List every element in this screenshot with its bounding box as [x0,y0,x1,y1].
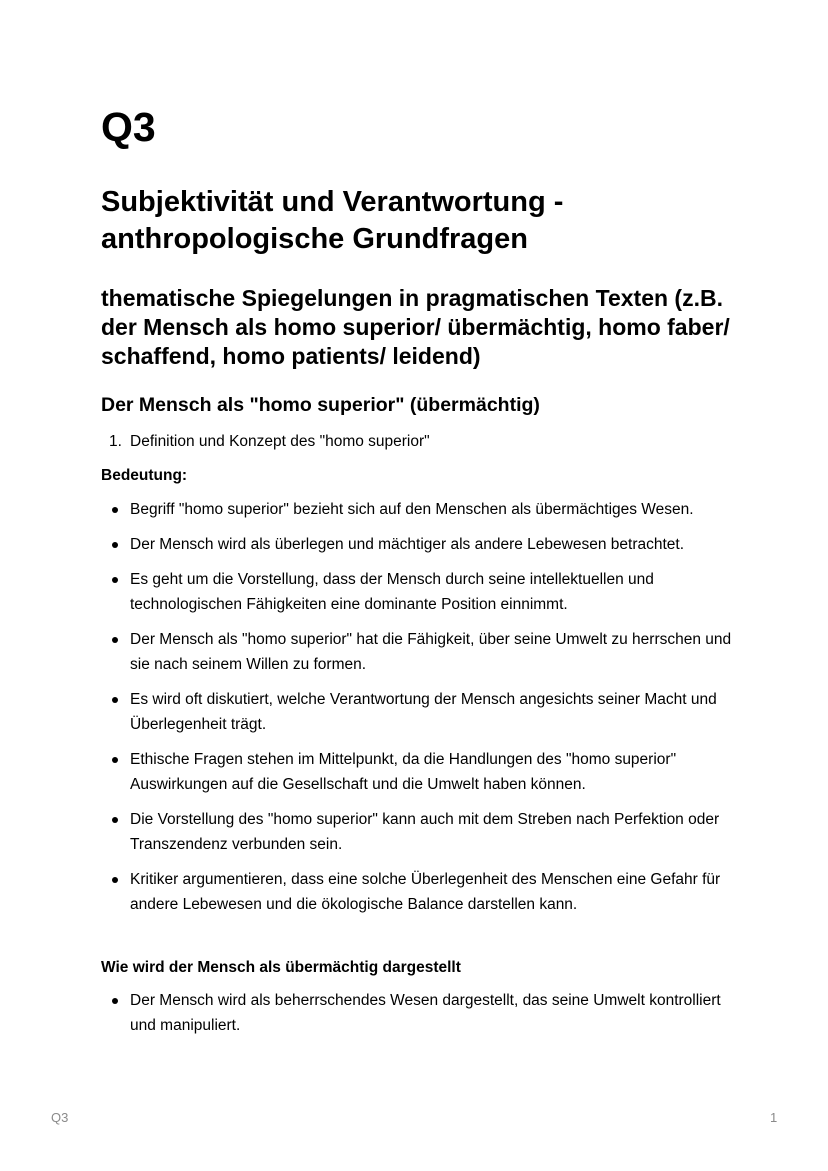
list-item [101,988,741,1038]
section-title: Der Mensch als "homo superior" (übermächtig) [101,394,540,416]
list-item-text: Es wird oft diskutiert, welche Verantwortung der Mensch angesichts seiner Macht und Überlegenheit trägt. [130,691,717,733]
footer-title: Q3 [51,1110,69,1125]
bedeutung-label: Bedeutung: [101,467,188,484]
list-item [101,532,741,557]
numbered-list-item [101,429,430,454]
bedeutung-list [101,497,741,927]
list-item [101,687,741,737]
list-item [101,497,741,522]
bullet-icon [112,757,118,763]
subheading: thematische Spiegelungen in pragmatischen Texten (z.B. der Mensch als homo superior/ übermächtig, homo faber/ schaffend, homo patients/ leidend) [101,285,730,369]
list-item-text: Definition und Konzept des "homo superior" [130,433,430,450]
bullet-icon [112,817,118,823]
list-item-text: Der Mensch als "homo superior" hat die Fähigkeit, über seine Umwelt zu herrschen und sie nach seinem Willen zu formen. [130,631,732,673]
list-item-text: Der Mensch wird als beherrschendes Wesen dargestellt, das seine Umwelt kontrolliert und manipuliert. [130,992,721,1034]
list-item [101,807,741,857]
darstellung-label: Wie wird der Mensch als übermächtig dargestellt [101,959,461,976]
list-item [101,627,741,677]
bullet-icon [112,507,118,513]
bullet-icon [112,877,118,883]
bullet-icon [112,697,118,703]
document-title: Q3 [101,104,156,150]
list-item [101,747,741,797]
numbered-list [101,429,430,454]
bullet-icon [112,542,118,548]
list-item-text: Kritiker argumentieren, dass eine solche Überlegenheit des Menschen eine Gefahr für andere Lebewesen und die ökologische Balance darstellen kann. [130,871,721,913]
bullet-icon [112,998,118,1004]
list-number: 1. [109,433,122,450]
page-number: 1 [770,1110,778,1125]
bullet-icon [112,637,118,643]
list-item-text: Begriff "homo superior" bezieht sich auf den Menschen als übermächtiges Wesen. [130,501,694,518]
list-item [101,867,741,917]
list-item [101,567,741,617]
list-item-text: Ethische Fragen stehen im Mittelpunkt, da die Handlungen des "homo superior" Auswirkungen auf die Gesellschaft und die Umwelt haben können. [130,751,677,793]
list-item-text: Die Vorstellung des "homo superior" kann auch mit dem Streben nach Perfektion oder Transzendenz verbunden sein. [130,811,720,853]
darstellung-list [101,988,741,1048]
main-heading: Subjektivität und Verantwortung - anthropologische Grundfragen [101,186,564,255]
list-item-text: Es geht um die Vorstellung, dass der Mensch durch seine intellektuellen und technologischen Fähigkeiten eine dominante Position einnimmt. [130,571,654,613]
list-item-text: Der Mensch wird als überlegen und mächtiger als andere Lebewesen betrachtet. [130,536,685,553]
bullet-icon [112,577,118,583]
